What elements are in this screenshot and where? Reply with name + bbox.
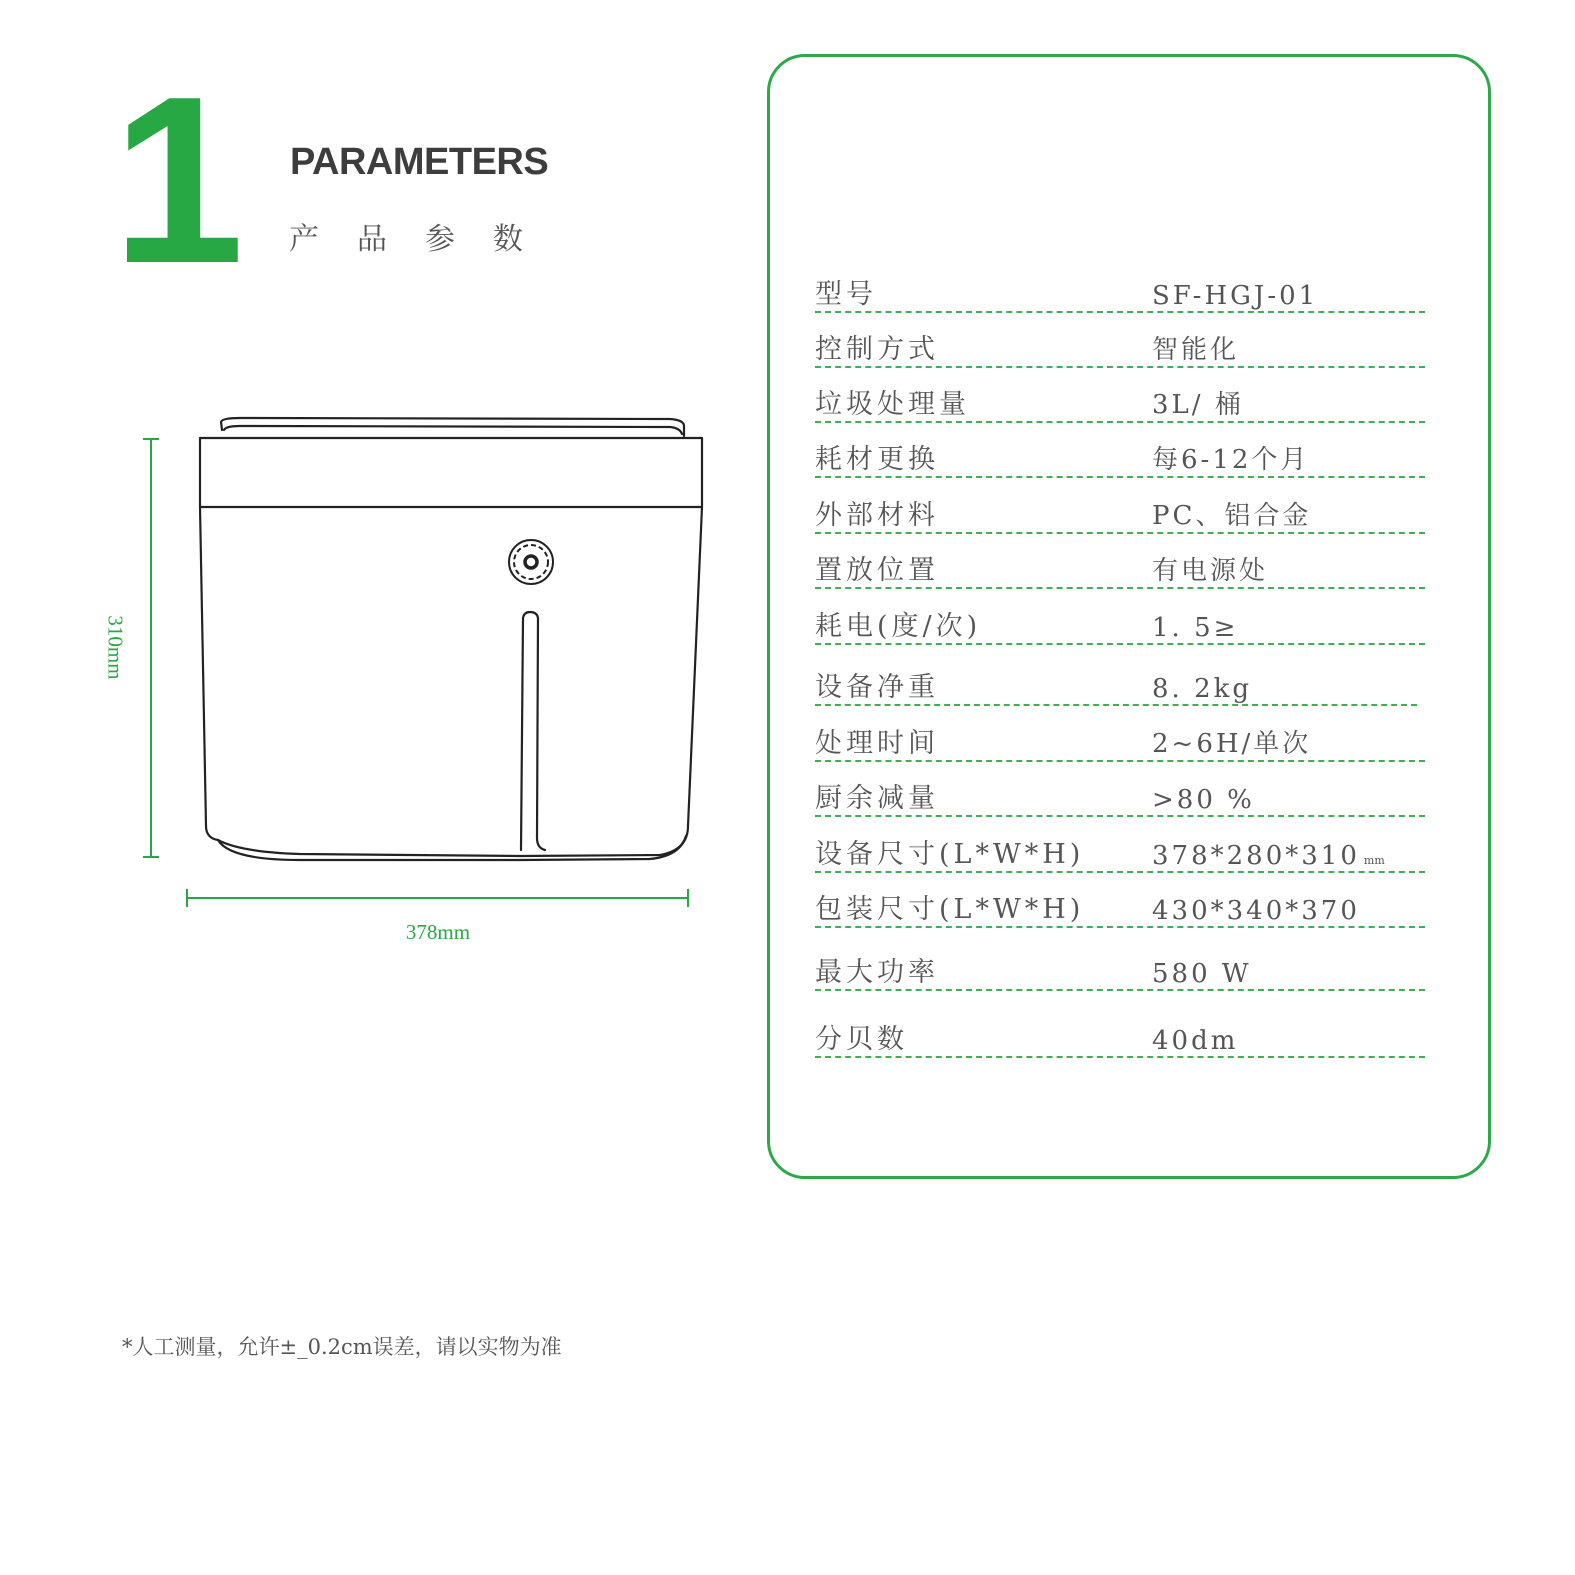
spec-value: 8. 2kg	[1152, 674, 1253, 704]
spec-row	[815, 664, 1417, 706]
spec-value: 智能化	[1152, 335, 1240, 365]
spec-row	[815, 547, 1425, 589]
spec-row	[815, 886, 1425, 928]
spec-value: 2~6H/单次	[1152, 729, 1312, 759]
spec-row	[815, 492, 1425, 534]
section-number: 1	[112, 48, 241, 313]
spec-label: 垃圾处理量	[815, 389, 970, 420]
measurement-footnote: *人工测量，允许±_0.2cm误差，请以实物为准	[122, 1335, 562, 1359]
spec-value-unit: mm	[1363, 854, 1385, 867]
spec-value-number: 378*280*310	[1152, 841, 1360, 871]
spec-label: 设备净重	[815, 672, 939, 703]
spec-label: 型号	[815, 279, 877, 310]
spec-label: 耗材更换	[815, 444, 939, 475]
power-button-icon	[509, 540, 553, 584]
spec-value: 430*340*370	[1152, 896, 1360, 926]
spec-value: 3L/ 桶	[1152, 390, 1244, 420]
page-subtitle: 产品参数	[289, 222, 561, 257]
spec-label: 设备尺寸(L*W*H)	[815, 839, 1085, 870]
spec-value: PC、铝合金	[1152, 501, 1312, 531]
spec-value: 有电源处	[1152, 556, 1269, 586]
spec-row	[815, 271, 1425, 313]
spec-label: 置放位置	[815, 555, 939, 586]
spec-value: 每6-12个月	[1152, 445, 1310, 475]
spec-label: 控制方式	[815, 334, 939, 365]
spec-label: 分贝数	[815, 1024, 908, 1055]
spec-row	[815, 949, 1425, 991]
front-slot	[521, 612, 545, 850]
spec-row	[815, 831, 1425, 873]
spec-value: >80 %	[1152, 785, 1255, 815]
spec-row	[815, 720, 1425, 762]
spec-row	[815, 436, 1425, 478]
lid-band	[200, 438, 702, 507]
body-outline	[200, 507, 702, 856]
spec-label: 最大功率	[815, 957, 939, 988]
page-title: PARAMETERS	[290, 141, 549, 183]
spec-row	[815, 775, 1425, 817]
spec-row	[815, 326, 1425, 368]
spec-label: 处理时间	[815, 728, 939, 759]
spec-label: 外部材料	[815, 500, 939, 531]
lid-top-inner	[224, 426, 682, 434]
width-dimension-label: 378mm	[405, 920, 471, 944]
spec-row	[815, 603, 1425, 645]
product-line-drawing	[0, 0, 760, 1000]
spec-value: SF-HGJ-01	[1152, 281, 1319, 311]
spec-value: 40dm	[1152, 1026, 1239, 1056]
dimension-lines	[143, 439, 688, 907]
spec-row	[815, 381, 1425, 423]
spec-label: 厨余减量	[815, 783, 939, 814]
spec-value	[1152, 841, 1385, 871]
spec-value: 580 W	[1152, 959, 1252, 989]
spec-label: 耗电(度/次)	[815, 611, 982, 642]
spec-value: 1. 5≥	[1152, 613, 1239, 643]
spec-row	[815, 1016, 1425, 1058]
height-dimension-label: 310mm	[103, 615, 128, 680]
spec-label: 包装尺寸(L*W*H)	[815, 894, 1085, 925]
